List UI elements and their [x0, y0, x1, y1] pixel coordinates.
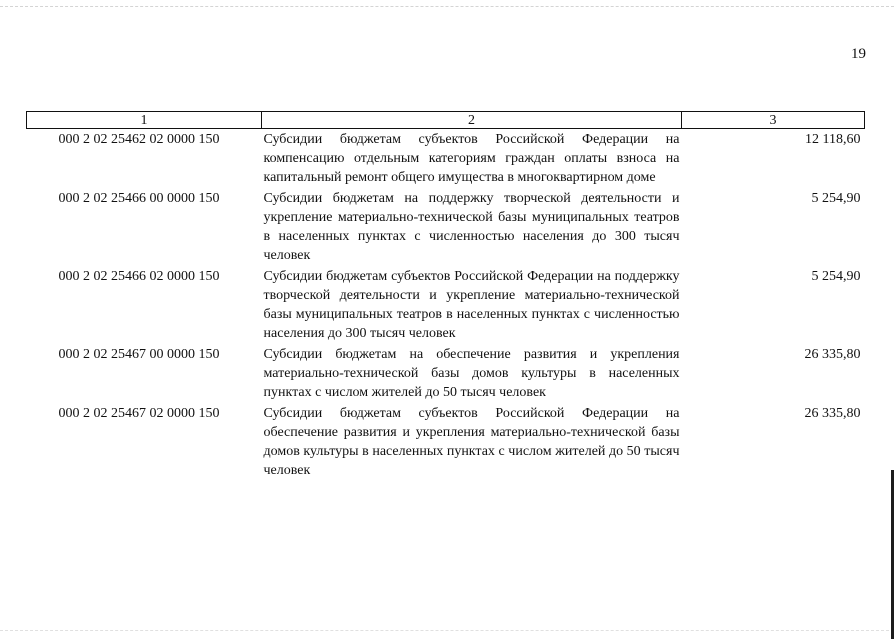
row-name: Субсидии бюджетам субъектов Российской Федерации на поддержку творческой деятельности и укрепление материально-технической базы муниципальных театров в населенных пунктах с численностью населения до 300 тысяч человек: [263, 269, 680, 341]
table-row: [27, 129, 865, 189]
budget-table: [26, 111, 865, 481]
table-row: [27, 344, 865, 403]
row-amount: 12 118,60: [805, 132, 861, 147]
row-name: Субсидии бюджетам субъектов Российской Федерации на компенсацию отдельным категориям граждан оплаты взноса на капитальный ремонт общего имущества в многоквартирном доме: [263, 132, 680, 185]
page-number: 19: [851, 46, 866, 62]
row-amount: 26 335,80: [804, 347, 861, 362]
table-row: [27, 266, 865, 344]
column-header-name: 2: [262, 112, 682, 129]
row-code: 000 2 02 25462 02 0000 150: [58, 132, 220, 147]
table-row: [27, 403, 865, 481]
row-amount: 5 254,90: [811, 269, 861, 284]
row-name: Субсидии бюджетам на обеспечение развития и укрепления материально-технической базы домов культуры в населенных пунктах с числом жителей до 50 тысяч человек: [263, 347, 680, 400]
row-name: Субсидии бюджетам на поддержку творческой деятельности и укрепление материально-технической базы муниципальных театров в населенных пунктах с численностью населения до 300 тысяч человек: [263, 191, 680, 263]
row-code: 000 2 02 25467 02 0000 150: [58, 406, 220, 421]
row-amount: 5 254,90: [811, 191, 861, 206]
column-header-code: 1: [27, 112, 262, 129]
row-amount: 26 335,80: [804, 406, 861, 421]
table-header-row: [27, 112, 865, 129]
scan-artifact-bottom: [0, 630, 894, 631]
scan-artifact-top: [0, 6, 894, 7]
row-code: 000 2 02 25467 00 0000 150: [58, 347, 220, 362]
row-code: 000 2 02 25466 00 0000 150: [58, 191, 220, 206]
column-header-amount: 3: [682, 112, 865, 129]
table-row: [27, 188, 865, 266]
row-name: Субсидии бюджетам субъектов Российской Федерации на обеспечение развития и укрепления материально-технической базы домов культуры в населенных пунктах с числом жителей до 50 тысяч человек: [263, 406, 680, 478]
row-code: 000 2 02 25466 02 0000 150: [58, 269, 220, 284]
